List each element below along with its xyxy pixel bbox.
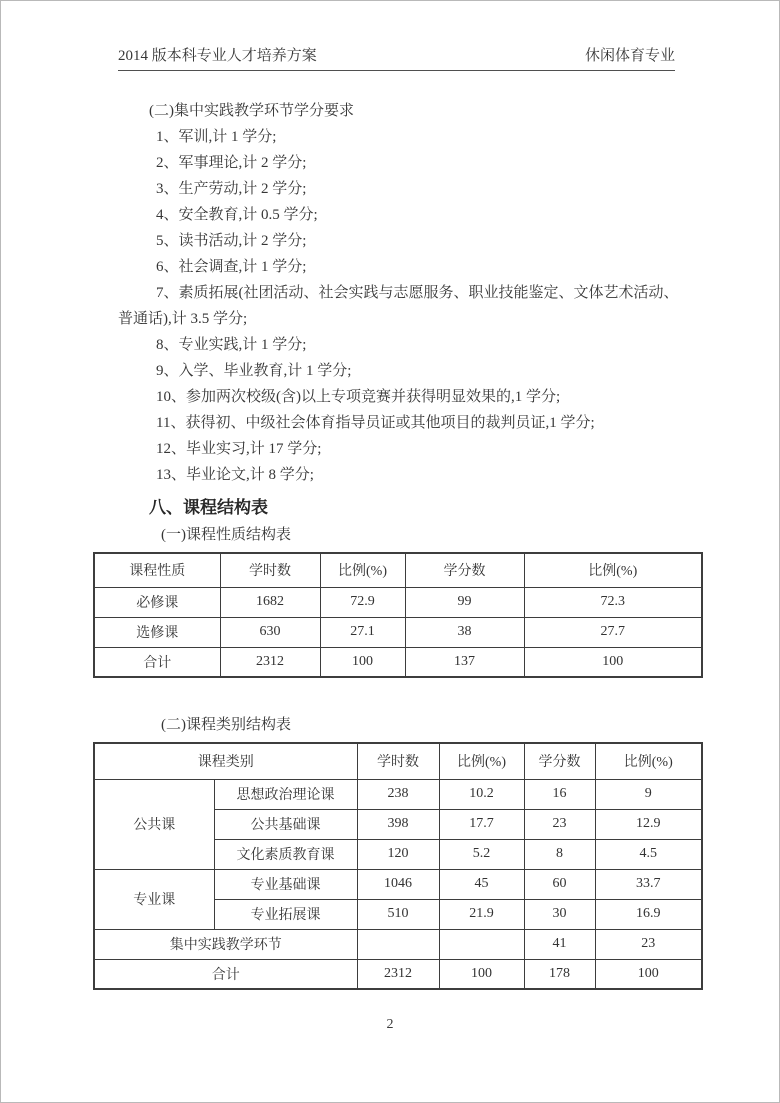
header-left-text: 2014 版本科专业人才培养方案 bbox=[118, 48, 317, 64]
table2-caption-block bbox=[118, 712, 679, 738]
chapter-heading: 八、课程结构表 bbox=[149, 498, 268, 517]
list-item: 8、专业实践,计 1 学分; bbox=[156, 337, 307, 353]
list-item: 3、生产劳动,计 2 学分; bbox=[156, 181, 307, 197]
list-item: 11、获得初、中级社会体育指导员证或其他项目的裁判员证,1 学分; bbox=[156, 415, 595, 431]
table-cell: 178 bbox=[524, 959, 595, 989]
table-cell: 16.9 bbox=[595, 899, 702, 929]
table-row bbox=[94, 587, 702, 617]
page-number: 2 bbox=[386, 1017, 394, 1032]
table-header-row bbox=[94, 743, 702, 779]
list-item: 4、安全教育,计 0.5 学分; bbox=[156, 207, 318, 223]
table-cell: 100 bbox=[439, 959, 524, 989]
table-cell bbox=[439, 929, 524, 959]
table-cell: 72.3 bbox=[524, 587, 702, 617]
list-item: 12、毕业实习,计 17 学分; bbox=[156, 441, 322, 457]
table-header-cell: 比例(%) bbox=[439, 743, 524, 779]
table-cell: 2312 bbox=[357, 959, 439, 989]
table-cell: 100 bbox=[595, 959, 702, 989]
table-row bbox=[94, 869, 702, 899]
table-row bbox=[94, 617, 702, 647]
table-cell: 合计 bbox=[94, 647, 220, 677]
table-cell: 60 bbox=[524, 869, 595, 899]
list-item: 7、素质拓展(社团活动、社会实践与志愿服务、职业技能鉴定、文体艺术活动、普通话),计 3.5 学分; bbox=[118, 285, 679, 327]
table-cell: 100 bbox=[524, 647, 702, 677]
page-content bbox=[93, 98, 679, 990]
table-cell: 45 bbox=[439, 869, 524, 899]
table-cell: 33.7 bbox=[595, 869, 702, 899]
table-header-row bbox=[94, 553, 702, 587]
table-row bbox=[94, 929, 702, 959]
list-item: 13、毕业论文,计 8 学分; bbox=[156, 467, 314, 483]
table-cell: 1682 bbox=[220, 587, 320, 617]
table-header-cell: 课程性质 bbox=[94, 553, 220, 587]
table2-caption: (二)课程类别结构表 bbox=[161, 717, 291, 733]
list-item: 10、参加两次校级(含)以上专项竞赛并获得明显效果的,1 学分; bbox=[156, 389, 561, 405]
table-cell: 必修课 bbox=[94, 587, 220, 617]
table-cell: 23 bbox=[595, 929, 702, 959]
table-cell: 12.9 bbox=[595, 809, 702, 839]
table-cell: 4.5 bbox=[595, 839, 702, 869]
table-cell: 398 bbox=[357, 809, 439, 839]
table-header-cell: 学分数 bbox=[524, 743, 595, 779]
table-cell: 选修课 bbox=[94, 617, 220, 647]
table-cell: 72.9 bbox=[320, 587, 405, 617]
table-cell: 137 bbox=[405, 647, 524, 677]
table-cell: 10.2 bbox=[439, 779, 524, 809]
table-cell: 510 bbox=[357, 899, 439, 929]
header-right-text: 休闲体育专业 bbox=[584, 48, 675, 64]
table-cell: 100 bbox=[320, 647, 405, 677]
credit-requirements-block bbox=[118, 98, 679, 548]
table-cell: 27.1 bbox=[320, 617, 405, 647]
table-cell: 公共基础课 bbox=[214, 809, 357, 839]
category-group-cell: 专业课 bbox=[94, 869, 214, 929]
table-cell: 41 bbox=[524, 929, 595, 959]
list-item: 5、读书活动,计 2 学分; bbox=[156, 233, 307, 249]
table-header-cell: 学时数 bbox=[357, 743, 439, 779]
table-cell: 5.2 bbox=[439, 839, 524, 869]
table-cell: 1046 bbox=[357, 869, 439, 899]
table-cell: 23 bbox=[524, 809, 595, 839]
table-cell: 集中实践教学环节 bbox=[94, 929, 357, 959]
table-cell: 专业拓展课 bbox=[214, 899, 357, 929]
list-item: 9、入学、毕业教育,计 1 学分; bbox=[156, 363, 352, 379]
table-cell: 2312 bbox=[220, 647, 320, 677]
table-cell: 99 bbox=[405, 587, 524, 617]
list-item: 1、军训,计 1 学分; bbox=[156, 129, 277, 145]
table-cell: 17.7 bbox=[439, 809, 524, 839]
table-header-cell: 比例(%) bbox=[320, 553, 405, 587]
table-row bbox=[94, 959, 702, 989]
table-cell: 38 bbox=[405, 617, 524, 647]
table-cell: 16 bbox=[524, 779, 595, 809]
table-cell: 238 bbox=[357, 779, 439, 809]
table-row bbox=[94, 779, 702, 809]
table-cell: 9 bbox=[595, 779, 702, 809]
table-cell: 思想政治理论课 bbox=[214, 779, 357, 809]
table-header-cell: 课程类别 bbox=[94, 743, 357, 779]
list-item: 2、军事理论,计 2 学分; bbox=[156, 155, 307, 171]
list-item: 6、社会调查,计 1 学分; bbox=[156, 259, 307, 275]
table-cell: 8 bbox=[524, 839, 595, 869]
table-header-cell: 比例(%) bbox=[595, 743, 702, 779]
table-header-cell: 学分数 bbox=[405, 553, 524, 587]
table-cell: 专业基础课 bbox=[214, 869, 357, 899]
table-cell: 合计 bbox=[94, 959, 357, 989]
category-group-cell: 公共课 bbox=[94, 779, 214, 869]
table-cell bbox=[357, 929, 439, 959]
table-header-cell: 比例(%) bbox=[524, 553, 702, 587]
table-cell: 27.7 bbox=[524, 617, 702, 647]
table-cell: 文化素质教育课 bbox=[214, 839, 357, 869]
table-header-cell: 学时数 bbox=[220, 553, 320, 587]
page-header bbox=[118, 47, 675, 71]
table-cell: 30 bbox=[524, 899, 595, 929]
table-cell: 120 bbox=[357, 839, 439, 869]
table-cell: 21.9 bbox=[439, 899, 524, 929]
table1-caption: (一)课程性质结构表 bbox=[161, 527, 291, 543]
table-cell: 630 bbox=[220, 617, 320, 647]
table-row bbox=[94, 647, 702, 677]
course-nature-table bbox=[93, 552, 703, 678]
course-category-table bbox=[93, 742, 703, 990]
section-heading: (二)集中实践教学环节学分要求 bbox=[149, 103, 354, 119]
